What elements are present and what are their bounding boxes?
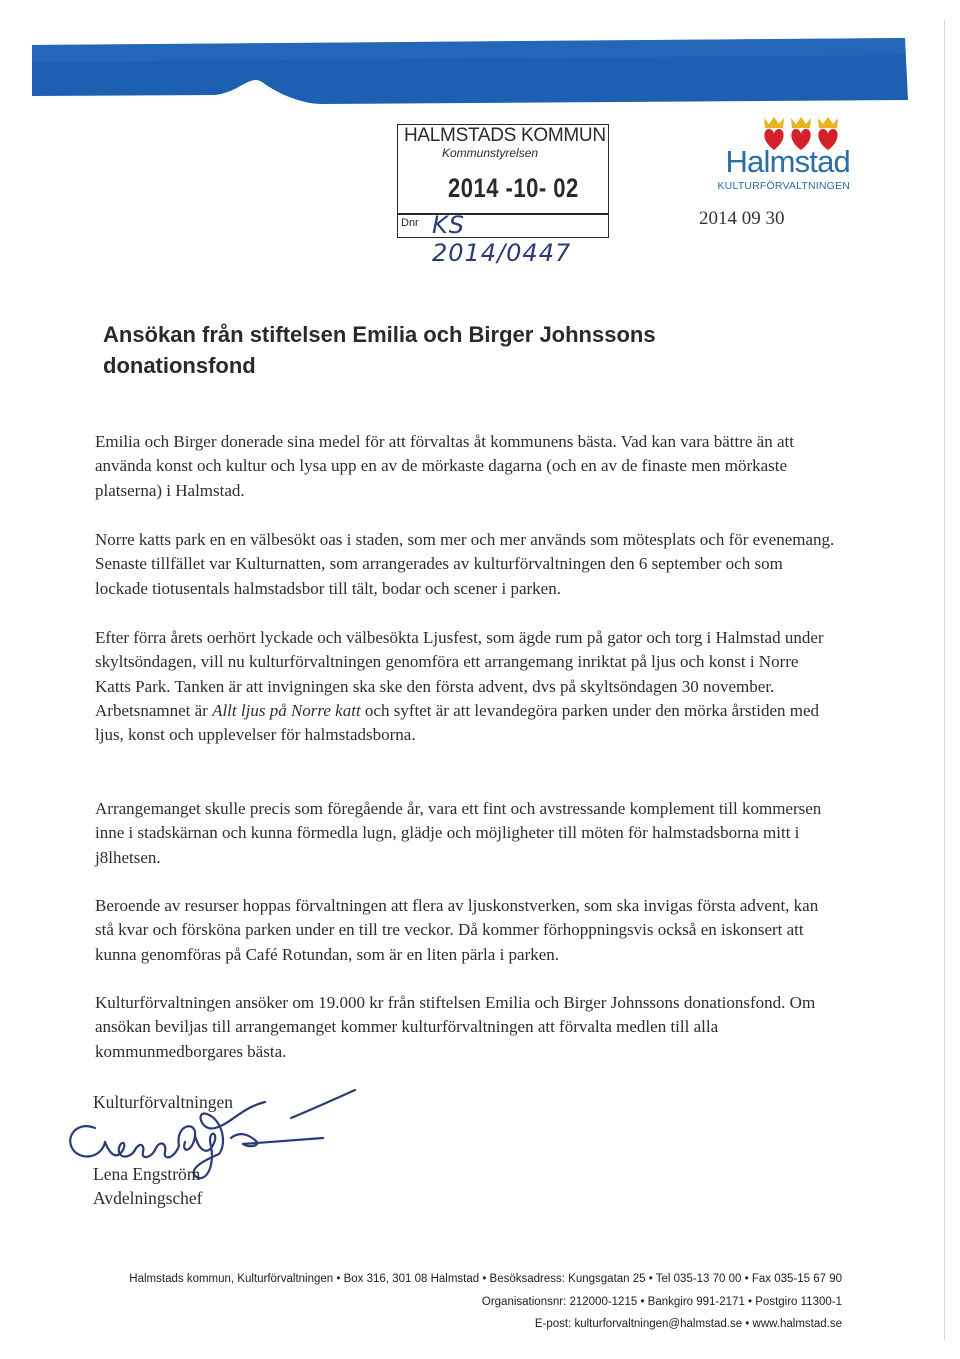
footer-address-line: Halmstads kommun, Kulturförvaltningen • Box 316, 301 08 Halmstad • Besöksadress: Kungsgatan 25 • Tel 035-13 70 00 • Fax 035-15 67 90 xyxy=(129,1273,842,1285)
page-edge-line xyxy=(944,20,945,1340)
header-banner xyxy=(0,0,960,110)
paragraph-2: Norre katts park en en välbesökt oas i staden, som mer och mer används som mötesplats och för evenemang. Senaste tillfället var Kulturnatten, som arrangerades av kulturförvaltningen den 6 september och som lockade tiotusentals halmstadsbor till tält, bodar och scener i parken. xyxy=(95,530,835,598)
paragraph-3-text-start: Efter förra årets oerhört lyckade och välbesökta Ljusfest, som ägde rum på gator och torg i Halmstad under skyltsöndagen, vill nu kulturförvaltningen genomföra ett arrangemang inriktat på ljus och konst i Norre Katts Park. Tanken är att invigningen ska ske den första advent, dvs på skyltsöndagen 30 november. Arbetsnamnet är xyxy=(95,628,824,720)
stamp-dnr-label: Dnr xyxy=(401,217,419,229)
stamp-dnr-value: KS 2014/0447 xyxy=(432,211,572,267)
signature-role: Avdelningschef xyxy=(93,1188,203,1208)
signature-org: Kulturförvaltningen xyxy=(93,1092,233,1112)
footer-contact-line: E-post: kulturforvaltningen@halmstad.se • www.halmstad.se xyxy=(534,1318,842,1330)
paragraph-5: Beroende av resurser hoppas förvaltningen att flera av ljuskonstverken, som ska invigas första advent, kan stå kvar och försköna parken under en till tre veckor. Då kommer förhoppningsvis också en iskonsert att kunna genomföras på Café Rotundan, som är en liten pärla i parken. xyxy=(95,896,819,964)
letter-date: 2014 09 30 xyxy=(699,208,785,229)
stamp-date: 2014 -10- 02 xyxy=(448,173,579,203)
event-title: Allt ljus på Norre katt xyxy=(212,700,361,720)
paragraph-4: Arrangemanget skulle precis som föregående år, vara ett fint och avstressande komplement till kommersen inne i stadskärnan och kunna förmedla lugn, glädje och möjligheter till möten för halmstadsborna mitt i j8lhetsen. xyxy=(95,799,822,867)
logo-subtitle: KULTURFÖRVALTNINGEN xyxy=(717,180,850,192)
stamp-title: HALMSTADS KOMMUN xyxy=(404,125,606,146)
footer-org-line: Organisationsnr: 212000-1215 • Bankgiro 991-2171 • Postgiro 11300-1 xyxy=(481,1296,842,1308)
registration-stamp xyxy=(397,124,609,267)
logo-name: Halmstad xyxy=(725,144,850,179)
paragraph-1: Emilia och Birger donerade sina medel för att förvaltas åt kommunens bästa. Vad kan vara bättre än att använda konst och kultur och lysa upp en av de mörkaste dagarna (och en av de finaste men mörkaste platserna) i Halmstad. xyxy=(95,432,794,500)
signature-name: Lena Engström xyxy=(93,1164,201,1184)
paragraph-6: Kulturförvaltningen ansöker om 19.000 kr från stiftelsen Emilia och Birger Johnssons donationsfond. Om ansökan beviljas till arrangemanget kommer kulturförvaltningen att förvalta medlen till alla kommunmedborgares bästa. xyxy=(95,993,816,1061)
document-heading: Ansökan från stiftelsen Emilia och Birger Johnssons donationsfond xyxy=(103,322,656,378)
paragraph-3-text-end: och syftet är att levandegöra parken under den mörka årstiden med ljus, konst och upplevelser för halmstadsborna. xyxy=(95,700,820,745)
paragraph-3 xyxy=(95,626,835,747)
stamp-subtitle: Kommunstyrelsen xyxy=(442,146,539,160)
